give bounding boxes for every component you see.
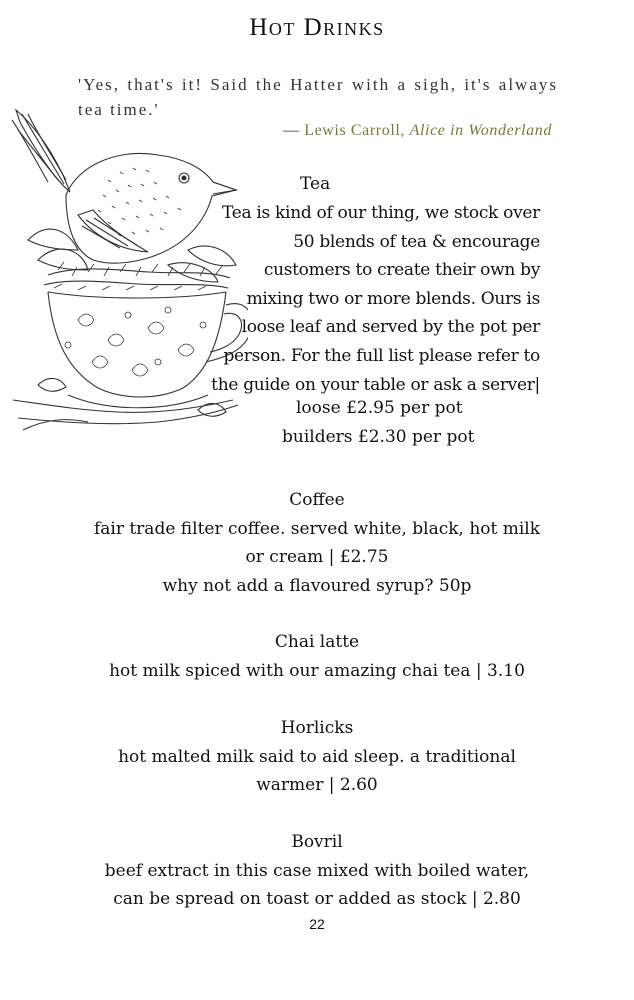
horlicks-heading: Horlicks [280,718,354,738]
horlicks-line: warmer | 2.60 [256,775,378,795]
tea-description-line: person. For the full list please refer to [223,345,540,366]
bovril-line: beef extract in this case mixed with boiled water, [104,860,530,881]
tea-description-line: 50 blends of tea & encourage [293,231,540,252]
bovril-section [0,828,634,914]
tea-heading: Tea [300,174,331,194]
attribution-work: Alice in Wonderland [409,122,552,139]
bovril-heading: Bovril [291,832,343,852]
coffee-section [0,486,634,600]
attribution-dash: — [282,122,300,139]
bovril-line: can be spread on toast or added as stock | 2.80 [113,889,521,909]
attribution-author: Lewis Carroll, [304,122,406,139]
tea-description-line: customers to create their own by [263,260,540,281]
tea-description-line: loose leaf and served by the pot per [241,317,540,338]
tea-price-builders: builders £2.30 per pot [282,427,475,447]
tea-description-line: Tea is kind of our thing, we stock over [221,203,540,223]
tea-description-line: mixing two or more blends. Ours is [246,288,540,309]
epigraph-quote: 'Yes, that's it! Said the Hatter with a sigh, it's always tea time.' [78,75,558,119]
coffee-heading: Coffee [289,490,345,510]
chai-line: hot milk spiced with our amazing chai tea | 3.10 [109,660,525,681]
coffee-line: or cream | £2.75 [245,547,389,567]
coffee-line: fair trade filter coffee. served white, black, hot milk [93,518,541,539]
horlicks-section [0,714,634,800]
chai-heading: Chai latte [274,632,360,652]
tea-price-loose: loose £2.95 per pot [296,398,463,418]
coffee-line: why not add a flavoured syrup? 50p [162,575,472,596]
page-number: 22 [309,916,325,932]
chai-section [0,628,634,685]
page-title: Hot Drinks [249,14,385,41]
tea-description-line: the guide on your table or ask a server| [211,374,540,395]
epigraph-attribution [283,122,552,140]
tea-description [210,199,540,399]
horlicks-line: hot malted milk said to aid sleep. a traditional [118,746,516,767]
